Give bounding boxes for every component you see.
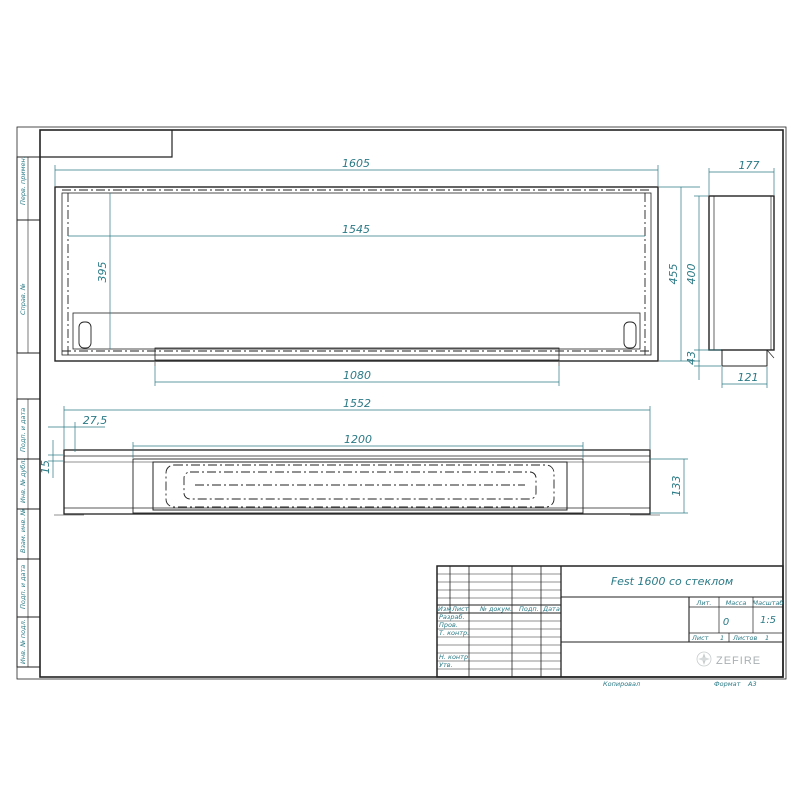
lit-label: Лит. bbox=[696, 599, 712, 607]
dim-side-base-height: 43 bbox=[685, 351, 698, 365]
dim-side-depth: 177 bbox=[738, 159, 760, 172]
side-stamp bbox=[17, 156, 40, 667]
header-list: Лист bbox=[452, 605, 469, 613]
dim-front-inner-width: 1545 bbox=[342, 223, 370, 236]
dim-top-depth: 133 bbox=[670, 475, 683, 497]
stamp-label-2: Подп. и дата bbox=[19, 407, 27, 452]
header-docnum: № докум. bbox=[480, 605, 513, 613]
dim-side-base-depth: 121 bbox=[737, 371, 759, 384]
top-view bbox=[54, 450, 660, 515]
zefire-logo-icon bbox=[697, 652, 711, 666]
role-approved: Утв. bbox=[439, 661, 453, 669]
dim-top-small-offset: 15 bbox=[39, 460, 52, 474]
sheet-frame bbox=[17, 127, 786, 679]
stamp-label-6: Инв. № подл. bbox=[19, 619, 27, 664]
header-date: Дата bbox=[543, 605, 560, 613]
role-developer: Разраб. bbox=[439, 613, 465, 621]
role-checked: Пров. bbox=[439, 621, 458, 629]
scale-label: Масштаб bbox=[752, 599, 784, 607]
stamp-label-4: Взам. инв. № bbox=[19, 508, 27, 553]
header-sign: Подп. bbox=[519, 605, 539, 613]
sheet-value: 1 bbox=[720, 634, 725, 642]
sheets-value: 1 bbox=[765, 634, 770, 642]
stamp-label-1: Справ. № bbox=[19, 283, 27, 315]
sheet-label: Лист bbox=[692, 634, 709, 642]
dim-side-height: 400 bbox=[685, 263, 698, 285]
dim-top-overall-width: 1552 bbox=[343, 397, 371, 410]
format-value: A3 bbox=[748, 680, 757, 688]
dim-front-overall-width: 1605 bbox=[342, 157, 370, 170]
dim-front-burner-width: 1080 bbox=[343, 369, 371, 382]
front-view bbox=[55, 187, 658, 366]
dim-top-offset: 27,5 bbox=[82, 414, 108, 427]
stamp-label-3: Инв. № дубл. bbox=[19, 458, 27, 503]
footer-labels bbox=[603, 680, 757, 688]
front-dims bbox=[55, 157, 700, 386]
copied-label: Копировал bbox=[603, 680, 641, 688]
scale-value: 1:5 bbox=[759, 615, 777, 626]
mass-value: 0 bbox=[722, 617, 730, 628]
drawing-title: Fest 1600 со стеклом bbox=[610, 575, 734, 588]
stamp-label-5: Подп. и дата bbox=[19, 564, 27, 609]
title-block bbox=[437, 566, 783, 677]
stamp-label-0: Перв. примен. bbox=[19, 156, 27, 205]
top-dims bbox=[39, 397, 688, 513]
role-norm-control: Н. контр. bbox=[439, 653, 471, 661]
mass-label: Масса bbox=[725, 599, 747, 607]
dim-front-inner-height: 395 bbox=[96, 261, 109, 283]
header-izm: Изм bbox=[438, 605, 452, 613]
sheets-label: Листов bbox=[733, 634, 758, 642]
side-dims bbox=[685, 159, 774, 388]
brand-name: ZEFIRE bbox=[716, 655, 762, 667]
dim-top-burner-length: 1200 bbox=[344, 433, 372, 446]
role-tech-control: Т. контр. bbox=[439, 629, 470, 637]
format-label: Формат bbox=[714, 680, 741, 688]
dim-front-overall-height: 455 bbox=[667, 263, 680, 285]
side-view bbox=[709, 196, 774, 366]
